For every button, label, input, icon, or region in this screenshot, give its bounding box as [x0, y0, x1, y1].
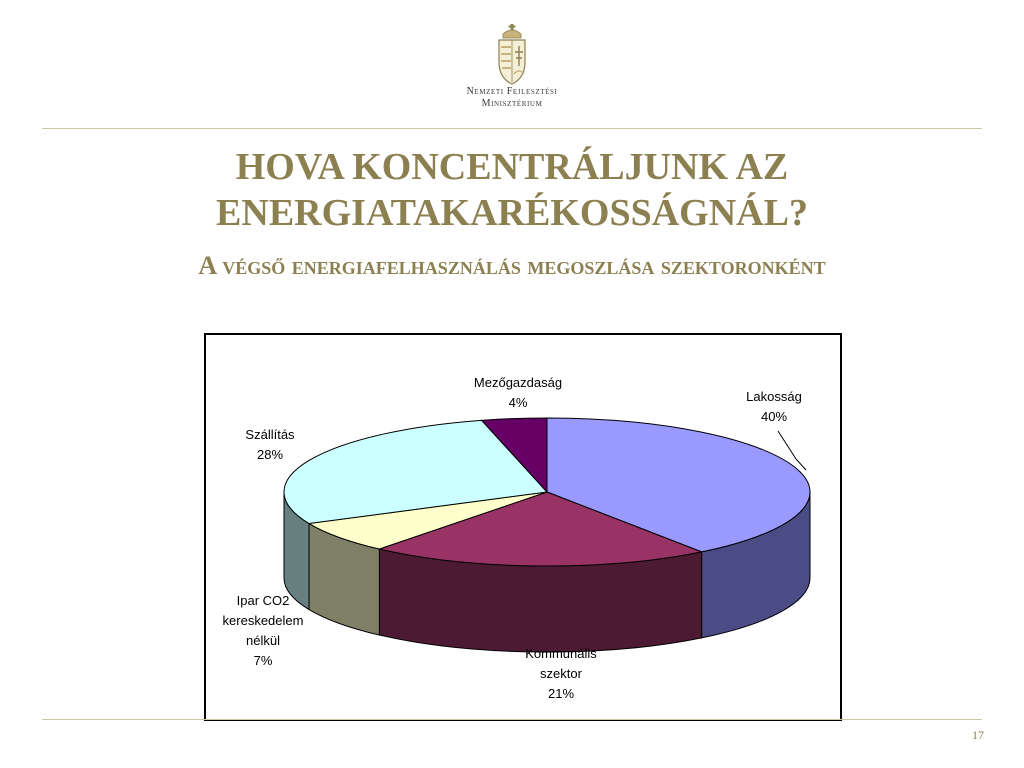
ministry-logo — [440, 24, 584, 120]
bottom-divider — [42, 719, 982, 720]
data-label-mezogazdasag: Mezőgazdaság 4% — [473, 375, 563, 410]
data-label-ipar-co2-kereskedelem-nelkul: Ipar CO2 kereskedelem nélkül 7% — [222, 593, 304, 668]
page-title-line2: ENERGIATAKARÉKOSSÁGNÁL? — [216, 192, 808, 234]
pie-chart-svg — [206, 335, 840, 719]
data-label-kommunalis-szektor: Kommunális szektor 21% — [525, 646, 597, 701]
page-number: 17 — [972, 728, 984, 742]
pie-chart — [204, 333, 842, 721]
page-subtitle: A végső energiafelhasználás megoszlása szektoronként — [198, 251, 826, 280]
org-name-line1: Nemzeti Fejlesztési — [466, 86, 558, 97]
data-label-szallitas: Szállítás 28% — [245, 427, 295, 462]
page-title-line1: HOVA KONCENTRÁLJUNK AZ — [235, 146, 789, 188]
data-label-lakossag: Lakosság 40% — [746, 389, 802, 424]
coat-of-arms-icon — [495, 24, 529, 86]
org-name-line2: Minisztérium — [481, 98, 543, 109]
top-divider — [42, 128, 982, 129]
